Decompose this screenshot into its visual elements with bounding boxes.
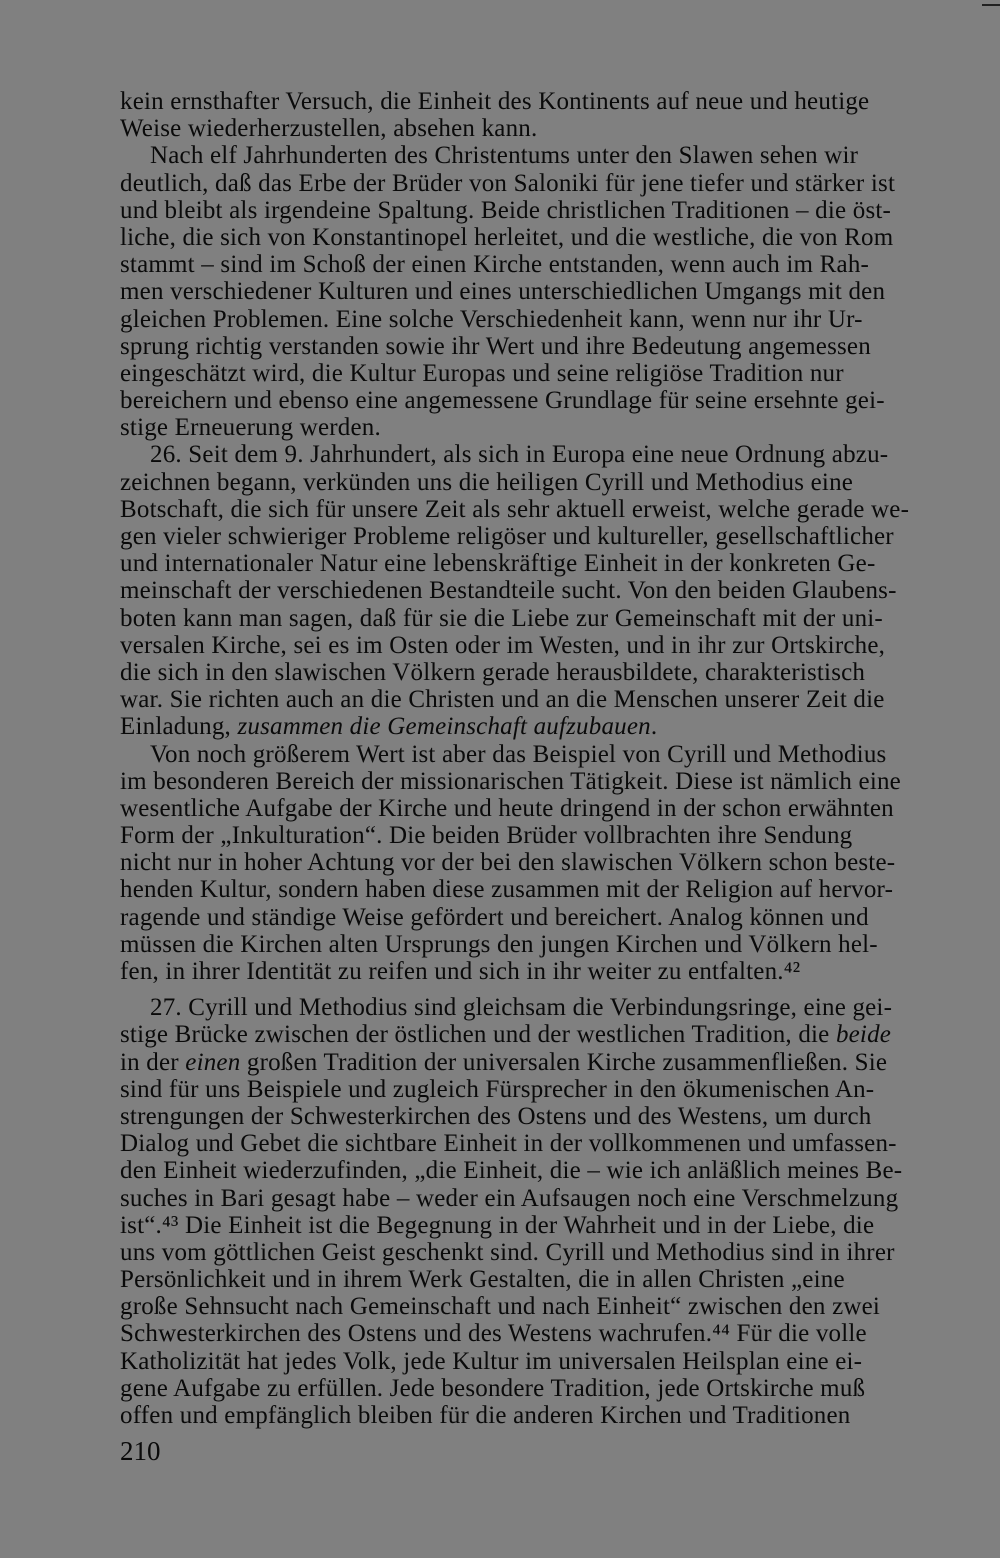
text-line bbox=[120, 659, 955, 686]
line-text: stammt – sind im Schoß der einen Kirche entstanden, wenn auch im Rah- bbox=[120, 251, 870, 279]
line-text: Von noch größerem Wert ist aber das Beispiel von Cyrill und Methodius bbox=[150, 740, 887, 768]
text-line bbox=[120, 958, 955, 985]
line-text: bereichern und ebenso eine angemessene Grundlage für seine ersehnte gei- bbox=[120, 387, 885, 415]
line-text: Weise wiederherzustellen, absehen kann. bbox=[120, 115, 538, 143]
line-text: sind für uns Beispiele und zugleich Fürsprecher in den ökumenischen An- bbox=[120, 1075, 875, 1103]
line-text: zeichnen begann, verkünden uns die heiligen Cyrill und Methodius eine bbox=[120, 468, 854, 496]
text-line bbox=[120, 1348, 955, 1375]
line-text: gene Aufgabe zu erfüllen. Jede besondere Tradition, jede Ortskirche muß bbox=[120, 1374, 866, 1402]
text-line bbox=[120, 741, 955, 768]
text-line bbox=[120, 414, 955, 441]
text-line bbox=[120, 822, 955, 849]
line-text: boten kann man sagen, daß für sie die Liebe zur Gemeinschaft mit der uni- bbox=[120, 604, 883, 632]
line-text: kein ernsthafter Versuch, die Einheit des Kontinents auf neue und heutige bbox=[120, 88, 870, 115]
text-line bbox=[120, 768, 955, 795]
line-text: suches in Bari gesagt habe – weder ein Aufsaugen noch eine Verschmelzung bbox=[120, 1184, 899, 1212]
text-line bbox=[120, 1185, 955, 1212]
text-line bbox=[120, 251, 955, 278]
line-text: 26. Seit dem 9. Jahrhundert, als sich in Europa eine neue Ordnung abzu- bbox=[150, 441, 889, 469]
emphasized-text: einen bbox=[185, 1048, 241, 1076]
text-line bbox=[120, 170, 955, 197]
text-line bbox=[120, 713, 955, 740]
line-text: im besonderen Bereich der missionarischen Tätigkeit. Diese ist nämlich eine bbox=[120, 767, 901, 795]
text-line bbox=[120, 1402, 955, 1429]
line-text: Einladung, bbox=[120, 713, 238, 741]
line-text: gen vieler schwieriger Probleme religöser und kultureller, gesellschaftlicher bbox=[120, 523, 894, 550]
emphasized-text: beide bbox=[835, 1021, 892, 1049]
line-text: eingeschätzt wird, die Kultur Europas und seine religiöse Tradition nur bbox=[120, 359, 844, 387]
line-text: offen und empfänglich bleiben für die anderen Kirchen und Traditionen bbox=[120, 1402, 851, 1429]
line-text: henden Kultur, sondern haben diese zusammen mit der Religion auf hervor- bbox=[120, 876, 894, 904]
line-text: nicht nur in hoher Achtung vor der bei den slawischen Völkern schon beste- bbox=[120, 849, 896, 877]
line-text: die sich in den slawischen Völkern gerade herausbildete, charakteristisch bbox=[120, 658, 866, 686]
page-number: 210 bbox=[120, 1436, 161, 1466]
text-line bbox=[120, 224, 955, 251]
text-line bbox=[120, 1049, 955, 1076]
text-line bbox=[120, 1212, 955, 1239]
line-text: in der bbox=[120, 1048, 186, 1076]
text-line bbox=[120, 605, 955, 632]
line-text: uns vom göttlichen Geist geschenkt sind. Cyrill und Methodius sind in ihrer bbox=[120, 1238, 895, 1266]
text-line bbox=[120, 632, 955, 659]
text-line bbox=[120, 931, 955, 958]
text-line bbox=[120, 994, 955, 1021]
text-line bbox=[120, 1320, 955, 1347]
line-text: fen, in ihrer Identität zu reifen und sich in ihr weiter zu entfalten.⁴² bbox=[120, 958, 801, 985]
line-text-tail: großen Tradition der universalen Kirche zusammenfließen. Sie bbox=[240, 1048, 888, 1076]
line-text: Nach elf Jahrhunderten des Christentums unter den Slawen sehen wir bbox=[150, 142, 859, 170]
line-text: sprung richtig verstanden sowie ihr Wert und ihre Bedeutung angemessen bbox=[120, 332, 871, 360]
text-line bbox=[120, 1103, 955, 1130]
text-line bbox=[120, 333, 955, 360]
line-text: müssen die Kirchen alten Ursprungs den jungen Kirchen und Völkern hel- bbox=[120, 930, 878, 958]
line-text: meinschaft der verschiedenen Bestandteile sucht. Von den beiden Glaubens- bbox=[120, 577, 897, 605]
text-line bbox=[120, 550, 955, 577]
line-text: und bleibt als irgendeine Spaltung. Beide christlichen Traditionen – die öst- bbox=[120, 196, 892, 224]
scan-corner-mark bbox=[982, 4, 1000, 6]
text-line bbox=[120, 849, 955, 876]
text-line bbox=[120, 686, 955, 713]
line-text-tail: . bbox=[650, 713, 658, 741]
text-line bbox=[120, 577, 955, 604]
line-text: stige Erneuerung werden. bbox=[120, 414, 381, 442]
text-line bbox=[120, 360, 955, 387]
body-text bbox=[120, 88, 955, 1429]
line-text: liche, die sich von Konstantinopel herleitet, und die westliche, die von Rom bbox=[120, 223, 894, 251]
text-line bbox=[120, 1266, 955, 1293]
text-line bbox=[120, 1130, 955, 1157]
line-text: gleichen Problemen. Eine solche Verschiedenheit kann, wenn nur ihr Ur- bbox=[120, 305, 863, 333]
paragraph-gap bbox=[120, 985, 955, 994]
line-text: Persönlichkeit und in ihrem Werk Gestalten, die in allen Christen „eine bbox=[120, 1266, 845, 1294]
text-line bbox=[120, 1021, 955, 1048]
line-text: und internationaler Natur eine lebenskräftige Einheit in der konkreten Ge- bbox=[120, 550, 876, 578]
line-text: 27. Cyrill und Methodius sind gleichsam die Verbindungsringe, eine gei- bbox=[150, 994, 893, 1022]
line-text: Schwesterkirchen des Ostens und des Westens wachrufen.⁴⁴ Für die volle bbox=[120, 1320, 867, 1348]
text-line bbox=[120, 306, 955, 333]
text-line bbox=[120, 1076, 955, 1103]
line-text: ragende und ständige Weise gefördert und bereichert. Analog können und bbox=[120, 903, 869, 931]
line-text: men verschiedener Kulturen und eines unterschiedlichen Umgangs mit den bbox=[120, 278, 886, 306]
text-line bbox=[120, 1239, 955, 1266]
line-text: stige Brücke zwischen der östlichen und der westlichen Tradition, die bbox=[120, 1021, 836, 1049]
text-line bbox=[120, 278, 955, 305]
text-line bbox=[120, 496, 955, 523]
emphasized-text: zusammen die Gemeinschaft aufzubauen bbox=[237, 713, 651, 741]
line-text: wesentliche Aufgabe der Kirche und heute dringend in der schon erwähnten bbox=[120, 794, 894, 822]
line-text: deutlich, daß das Erbe der Brüder von Saloniki für jene tiefer und stärker ist bbox=[120, 169, 896, 197]
text-line bbox=[120, 115, 955, 142]
text-line bbox=[120, 88, 955, 115]
line-text: Botschaft, die sich für unsere Zeit als sehr aktuell erweist, welche gerade we- bbox=[120, 495, 910, 523]
line-text: große Sehnsucht nach Gemeinschaft und nach Einheit“ zwischen den zwei bbox=[120, 1293, 881, 1321]
text-line bbox=[120, 795, 955, 822]
line-text: war. Sie richten auch an die Christen und an die Menschen unserer Zeit die bbox=[120, 686, 885, 714]
text-line bbox=[120, 387, 955, 414]
text-line bbox=[120, 469, 955, 496]
text-line bbox=[120, 1375, 955, 1402]
text-line bbox=[120, 523, 955, 550]
line-text: ist“.⁴³ Die Einheit ist die Begegnung in der Wahrheit und in der Liebe, die bbox=[120, 1211, 875, 1239]
line-text: strengungen der Schwesterkirchen des Ostens und des Westens, um durch bbox=[120, 1102, 872, 1130]
line-text: Form der „Inkulturation“. Die beiden Brüder vollbrachten ihre Sendung bbox=[120, 822, 853, 850]
text-line bbox=[120, 441, 955, 468]
line-text: den Einheit wiederzufinden, „die Einheit, die – wie ich anläßlich meines Be- bbox=[120, 1157, 903, 1185]
text-line bbox=[120, 876, 955, 903]
text-line bbox=[120, 904, 955, 931]
text-line bbox=[120, 197, 955, 224]
text-line bbox=[120, 1157, 955, 1184]
line-text: Dialog und Gebet die sichtbare Einheit in der vollkommenen und umfassen- bbox=[120, 1130, 897, 1158]
text-line bbox=[120, 1293, 955, 1320]
line-text: Katholizität hat jedes Volk, jede Kultur im universalen Heilsplan eine ei- bbox=[120, 1347, 863, 1375]
line-text: versalen Kirche, sei es im Osten oder im Westen, und in ihr zur Ortskirche, bbox=[120, 631, 886, 659]
text-line bbox=[120, 142, 955, 169]
